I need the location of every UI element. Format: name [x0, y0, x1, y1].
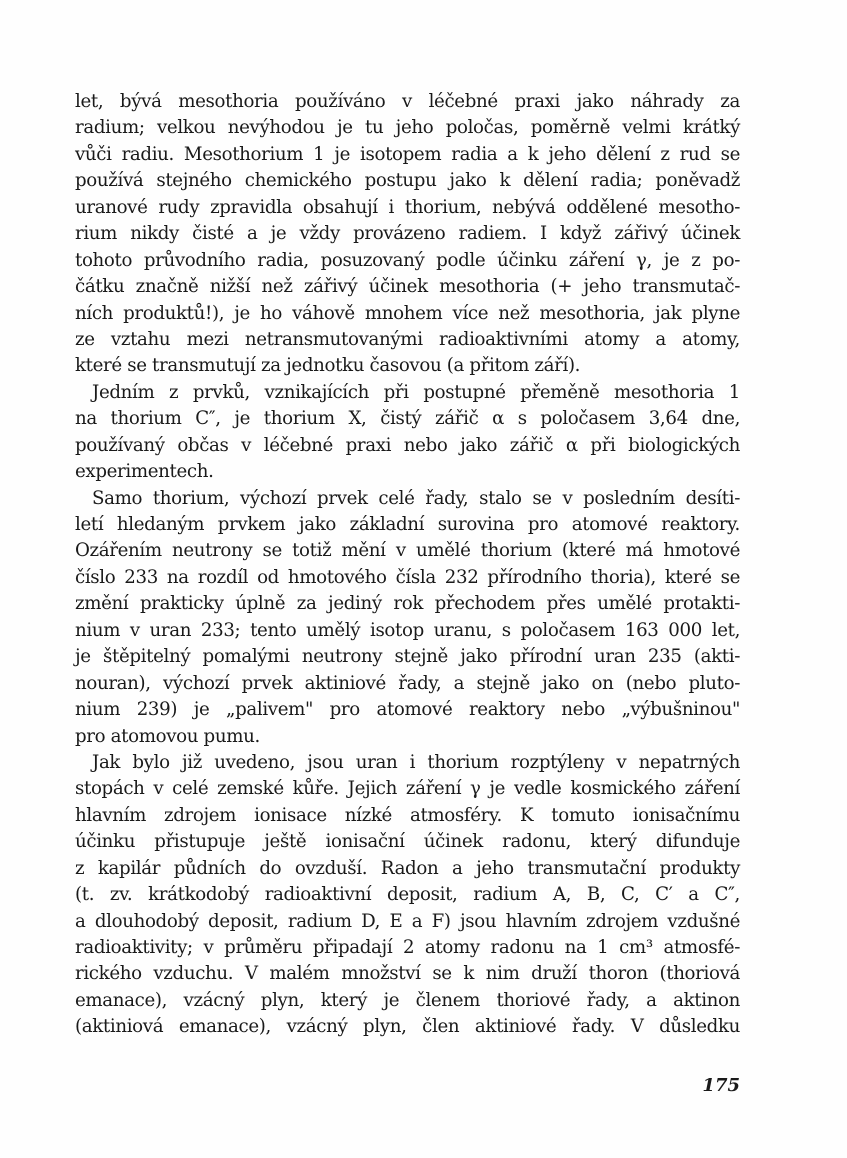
text-line: Jedním z prvků, vznikajících při postupné přeměně mesothoria 1 [92, 381, 740, 403]
text-line: nium v uran 233; tento umělý isotop uranu, s poločasem 163 000 let, [75, 619, 740, 641]
text-line: a dlouhodobý deposit, radium D, E a F) jsou hlavním zdrojem vzdušné [75, 910, 740, 932]
text-line: ze vztahu mezi netransmutovanými radioaktivními atomy a atomy, [75, 328, 740, 350]
text-line: čátku značně nižší než zářivý účinek mesothoria (+ jeho transmutač- [75, 276, 740, 298]
text-line: nium 239) je „palivem" pro atomové reaktory nebo „výbušninou" [75, 699, 740, 721]
text-line: nouran), výchozí prvek aktiniové řady, a stejně jako on (nebo pluto- [75, 672, 740, 694]
paragraph-2 [75, 380, 740, 486]
paragraph-3 [75, 486, 740, 750]
text-line: z kapilár půdních do ovzduší. Radon a jeho transmutační produkty [75, 857, 740, 879]
text-line: změní prakticky úplně za jediný rok přechodem přes umělé protakti- [75, 593, 740, 615]
text-line: (aktiniová emanace), vzácný plyn, člen aktiniové řady. V důsledku [75, 1016, 740, 1038]
text-line: používaný občas v léčebné praxi nebo jako zářič α při biologických [75, 434, 740, 456]
text-line: stopách v celé zemské kůře. Jejich záření γ je vedle kosmického záření [75, 778, 740, 800]
text-line: hlavním zdrojem ionisace nízké atmosféry. K tomuto ionisačnímu [75, 804, 740, 826]
text-line: tohoto průvodního radia, posuzovaný podle účinku záření γ, je z po- [75, 249, 740, 271]
text-line: na thorium C″, je thorium X, čistý zářič α s poločasem 3,64 dne, [75, 408, 740, 430]
paragraph-1 [75, 89, 740, 380]
text-line: vůči radiu. Mesothorium 1 je isotopem radia a k jeho dělení z rud se [75, 143, 740, 165]
paragraph-4 [75, 750, 740, 1041]
text-line: pro atomovou pumu. [75, 725, 260, 747]
text-line: číslo 233 na rozdíl od hmotového čísla 232 přírodního thoria), které se [75, 566, 740, 588]
body-text [75, 89, 740, 1041]
text-line: které se transmutují za jednotku časovou (a přitom září). [75, 355, 581, 377]
text-line: (t. zv. krátkodobý radioaktivní deposit, radium A, B, C, C′ a C″, [75, 884, 740, 906]
text-line: je štěpitelný pomalými neutrony stejně jako přírodní uran 235 (akti- [75, 646, 740, 668]
text-line: ních produktů!), je ho váhově mnohem více než mesothoria, jak plyne [75, 302, 740, 324]
text-line: letí hledaným prvkem jako základní surovina pro atomové reaktory. [75, 514, 740, 535]
text-line: účinku přistupuje ještě ionisační účinek radonu, který difunduje [75, 831, 740, 853]
text-line: let, bývá mesothoria používáno v léčebné praxi jako náhrady za [75, 91, 740, 112]
text-line: rického vzduchu. V malém množství se k nim druží thoron (thoriová [75, 963, 740, 985]
text-line: používá stejného chemického postupu jako k dělení radia; poněvadž [75, 170, 740, 192]
text-line: experimentech. [75, 461, 214, 483]
text-line: radium; velkou nevýhodou je tu jeho poločas, poměrně velmi krátký [75, 117, 740, 139]
text-line: rium nikdy čisté a je vždy provázeno radiem. I když zářivý účinek [75, 223, 740, 245]
text-line: radioaktivity; v průměru připadají 2 atomy radonu na 1 cm³ atmosfé- [75, 937, 740, 958]
page-number: 175 [702, 1075, 740, 1096]
text-line: uranové rudy zpravidla obsahují i thorium, nebývá oddělené mesotho- [75, 196, 740, 218]
text-line: Ozářením neutrony se totiž mění v umělé thorium (které má hmotové [75, 540, 740, 562]
text-line: emanace), vzácný plyn, který je členem thoriové řady, a aktinon [75, 989, 740, 1011]
text-line: Jak bylo již uvedeno, jsou uran i thorium rozptýleny v nepatrných [92, 751, 740, 773]
text-line: Samo thorium, výchozí prvek celé řady, stalo se v posledním desíti- [92, 487, 740, 509]
